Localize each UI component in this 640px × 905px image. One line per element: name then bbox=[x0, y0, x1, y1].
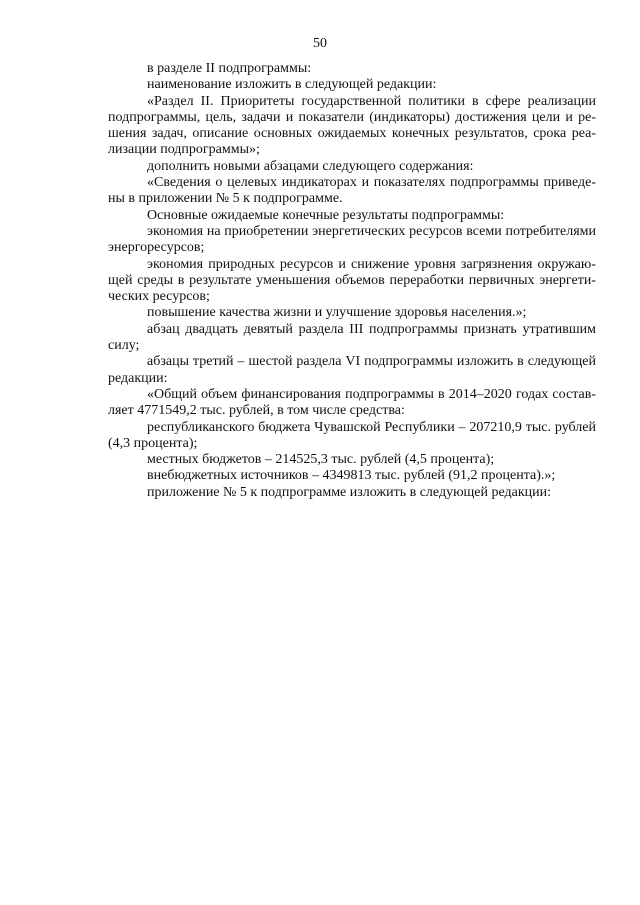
paragraph: экономия природных ресурсов и снижение уровня загрязнения окружающей среды в результате уменьшения объемов переработки первичных энергетических ресурсов; bbox=[108, 256, 596, 305]
paragraph: дополнить новыми абзацами следующего содержания: bbox=[147, 158, 474, 174]
paragraph: экономия на приобретении энергетических ресурсов всеми потребителями энергоресурсов; bbox=[108, 223, 596, 256]
paragraph: наименование изложить в следующей редакции: bbox=[147, 77, 437, 93]
paragraph: местных бюджетов – 214525,3 тыс. рублей (4,5 процента); bbox=[147, 452, 495, 468]
page-number: 50 bbox=[313, 36, 327, 51]
paragraph: абзацы третий – шестой раздела VI подпрограммы изложить в следующей редакции: bbox=[108, 354, 596, 386]
paragraph: внебюджетных источников – 4349813 тыс. рублей (91,2 процента).»; bbox=[147, 468, 556, 484]
paragraph: в разделе II подпрограммы: bbox=[147, 61, 312, 76]
paragraph: Основные ожидаемые конечные результаты подпрограммы: bbox=[147, 207, 505, 223]
paragraph: «Раздел II. Приоритеты государственной политики в сфере реализации подпрограммы, цель, задачи и показатели (индикаторы) достижения цели и решения задач, описание основных ожидаемых конечных результатов, срока реализации подпрограммы»; bbox=[108, 93, 596, 158]
document-body bbox=[108, 61, 596, 501]
paragraph: республиканского бюджета Чувашской Республики – 207210,9 тыс. рублей (4,3 процента); bbox=[108, 419, 596, 451]
paragraph: «Общий объем финансирования подпрограммы в 2014–2020 годах составляет 4771549,2 тыс. рублей, в том числе средства: bbox=[108, 386, 596, 419]
paragraph: приложение № 5 к подпрограмме изложить в следующей редакции: bbox=[147, 484, 552, 500]
paragraph: повышение качества жизни и улучшение здоровья населения.»; bbox=[147, 305, 527, 321]
paragraph: абзац двадцать девятый раздела III подпрограммы признать утратившим силу; bbox=[108, 321, 596, 354]
paragraph: «Сведения о целевых индикаторах и показателях подпрограммы приведены в приложении № 5 к подпрограмме. bbox=[108, 175, 596, 207]
